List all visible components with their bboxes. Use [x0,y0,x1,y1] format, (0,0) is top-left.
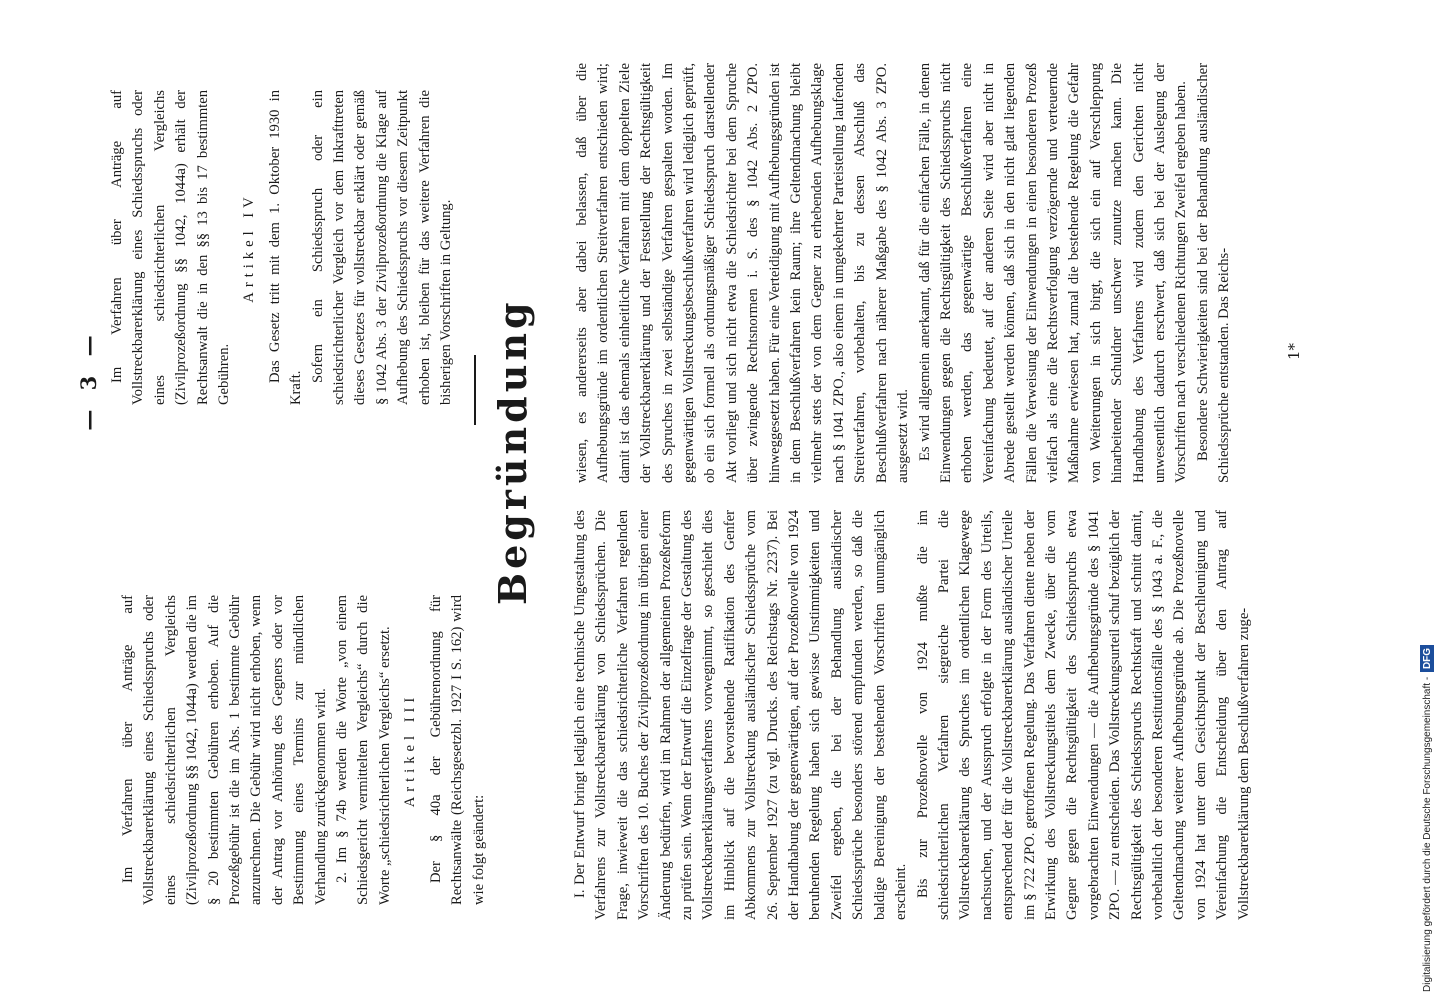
paragraph: 2. Im § 74b werden die Worte „von einem Schiedsgericht vermittelten Vergleichs“ durch die Worte „schiedsrichterlichen Vergleichs“ ersetzt. [334,595,393,905]
divider-rule [474,355,476,425]
paragraph: Der § 40a der Gebührenordnung für Rechtsanwälte (Reichsgesetzbl. 1927 I S. 162) wird wie folgt geändert: [427,595,487,905]
section-title: Begründung [490,298,535,605]
left-column-top [118,595,490,905]
page-header: — 3 — [76,329,101,431]
paragraph: I. Der Entwurf bringt lediglich eine technische Umgestaltung des Verfahrens zur Vollstreckbarerklärung von Schiedssprüchen. Die Frage, inwieweit die das schiedsrichterliche Verfahren regelnden Vorschriften des 10. Buches der Zivilprozeßordnung im übrigen einer Änderung bedürfen, wird im Rahmen der allgemeinen Prozeßreform zu prüfen sein. Wenn der Entwurf die Einzelfrage der Gestaltung des Vollstreckbarerklärungsverfahrens vorwegnimmt, so geschieht dies im Hinblick auf die bevorstehende Ratifikation des Genfer Abkommens zur Vollstreckung ausländischer Schiedssprüche vom 26. September 1927 (zu vgl. Drucks. des Reichstags Nr. 2237). Bei der Handhabung der gegenwärtigen, auf der Prozeßnovelle von 1924 beruhenden Regelung haben sich gewisse Unstimmigkeiten und Zweifel ergeben, die bei der Behandlung ausländischer Schiedssprüche besonders störend empfunden werden, so daß die baldige Bereinigung der bestehenden Vorschriften unumgänglich erscheint. [572,510,910,920]
digitization-note: Digitalisierung gefördert durch die Deutsche Forschungsgemeinschaft - [1422,676,1433,992]
paragraph: Es wird allgemein anerkannt, daß für die einfachen Fälle, in denen Einwendungen gegen die Rechtsgültigkeit des Schiedsspruchs nicht erhoben werden, das gegenwärtige Beschlußverfahren eine Vereinfachung bedeutet, auf der anderen Seite wird aber nicht in Abrede gestellt werden können, daß sich in den nicht glatt liegenden Fällen die Verweisung der Einwendungen in einen besonderen Prozeß vielfach als eine die Rechtsverfolgung verzögernde und verteuernde Maßnahme erwiesen hat, zumal die bestehende Regelung die Gefahr von Weiterungen in sich birgt, die sich ein auf Verschleppung hinarbeitender Schuldner unschwer zunutze machen kann. Die Handhabung des Verfahrens wird zudem den Gerichten nicht unwesentlich dadurch erschwert, daß sich bei der Auslegung der Vorschriften nach verschiedenen Richtungen Zweifel ergeben haben. [916,63,1190,483]
paragraph: Besondere Schwierigkeiten sind bei der Behandlung ausländischer Schiedssprüche entstanden. Das Reichs- [1194,63,1233,483]
artikel-heading: Artikel III [402,692,419,808]
paragraph: Das Gesetz tritt mit dem 1. Oktober 1930 in Kraft. [266,90,305,405]
paragraph: Sofern ein Schiedsspruch oder ein schiedsrichterlicher Vergleich vor dem Inkrafttreten dieses Gesetzes für vollstreckbar erklärt oder gemäß § 1042 Abs. 3 der Zivilprozeßordnung die Klage auf Aufhebung des Schiedsspruchs vor diesem Zeitpunkt erhoben ist, bleiben für das weitere Verfahren die bisherigen Vorschriften in Geltung. [309,90,455,405]
paragraph: Im Verfahren über Anträge auf Vollstreckbarerklärung eines Schiedsspruchs oder eines schiedsrichterlichen Vergleichs (Zivilprozeßordnung §§ 1042, 1044a) erhält der Rechtsanwalt die in den §§ 13 bis 17 bestimmten Gebühren. [109,90,233,405]
page-signature: 1* [1285,342,1303,360]
body-right-column [572,63,1236,483]
body-left-column [570,510,1255,920]
artikel-heading: Artikel IV [241,192,258,303]
paragraph: Bis zur Prozeßnovelle von 1924 mußte die im schiedsrichterlichen Verfahren siegreiche Partei die Vollstreckbarerklärung des Spruches im ordentlichen Klagewege nachsuchen, und der Ausspruch erfolgte in der Form des Urteils, entsprechend der für die Vollstreckbarerklärung ausländischer Urteile im § 722 ZPO. getroffenen Regelung. Das Verfahren diente neben der Erwirkung des Vollstreckungstitels dem Zwecke, über die vom Gegner gegen die Rechtsgültigkeit des Schiedsspruchs etwa vorgebrachten Einwendungen — die Aufhebungsgründe des § 1041 ZPO. — zu entscheiden. Das Vollstreckungsurteil schuf bezüglich der Rechtsgültigkeit des Schiedsspruchs Rechtskraft und schnitt damit, vorbehaltlich der besonderen Restitutionsfälle des § 1043 a. F., die Geltendmachung weiterer Aufhebungsgründe ab. Die Prozeßnovelle von 1924 hat unter dem Gesichtspunkt der Beschleunigung und Vereinfachung die Entscheidung über den Antrag auf Vollstreckbarerklärung dem Beschlußverfahren zuge- [914,510,1252,920]
digitization-strip [1420,8,1434,992]
right-column-top [107,90,458,405]
paragraph: wiesen, es andererseits aber dabei belassen, daß über die Aufhebungsgründe im ordentlichen Streitverfahren entschieden wird; damit ist das ehemals einheitliche Verfahren mit dem doppelten Ziele der Vollstreckbarerklärung und der Feststellung der Rechtsgültigkeit des Spruches in zwei selbständige Verfahren gespalten worden. Im gegenwärtigen Vollstreckungsbeschlußverfahren wird lediglich geprüft, ob ein sich formell als ordnungsmäßiger Schiedsspruch darstellender Akt vorliegt und sich nicht etwa die Schiedsrichter bei dem Spruche über zwingende Rechtsnormen i. S. des § 1042 Abs. 2 ZPO. hinweggesetzt haben. Für eine Verteidigung mit Aufhebungsgründen ist in dem Beschlußverfahren kein Raum; ihre Geltendmachung bleibt vielmehr stets der von dem Gegner zu erhebenden Aufhebungsklage nach § 1041 ZPO., also einem in umgekehrter Parteistellung laufenden Streitverfahren, vorbehalten, bis zu dessen Abschluß das Beschlußverfahren nach näherer Maßgabe des § 1042 Abs. 3 ZPO. ausgesetzt wird. [574,63,912,483]
dfg-logo: DFG [1420,645,1434,672]
paragraph: Im Verfahren über Anträge auf Vollstreckbarerklärung eines Schiedsspruchs oder eines schiedsrichterlichen Vergleichs (Zivilprozeßordnung §§ 1042, 1044a) werden die im § 20 bestimmten Gebühren erhoben. Auf die Prozeßgebühr ist die im Abs. 1 bestimmte Gebühr anzurechnen. Die Gebühr wird nicht erhoben, wenn der Antrag vor Anhörung des Gegners oder vor Bestimmung eines Termins zur mündlichen Verhandlung zurückgenommen wird. [120,595,329,905]
